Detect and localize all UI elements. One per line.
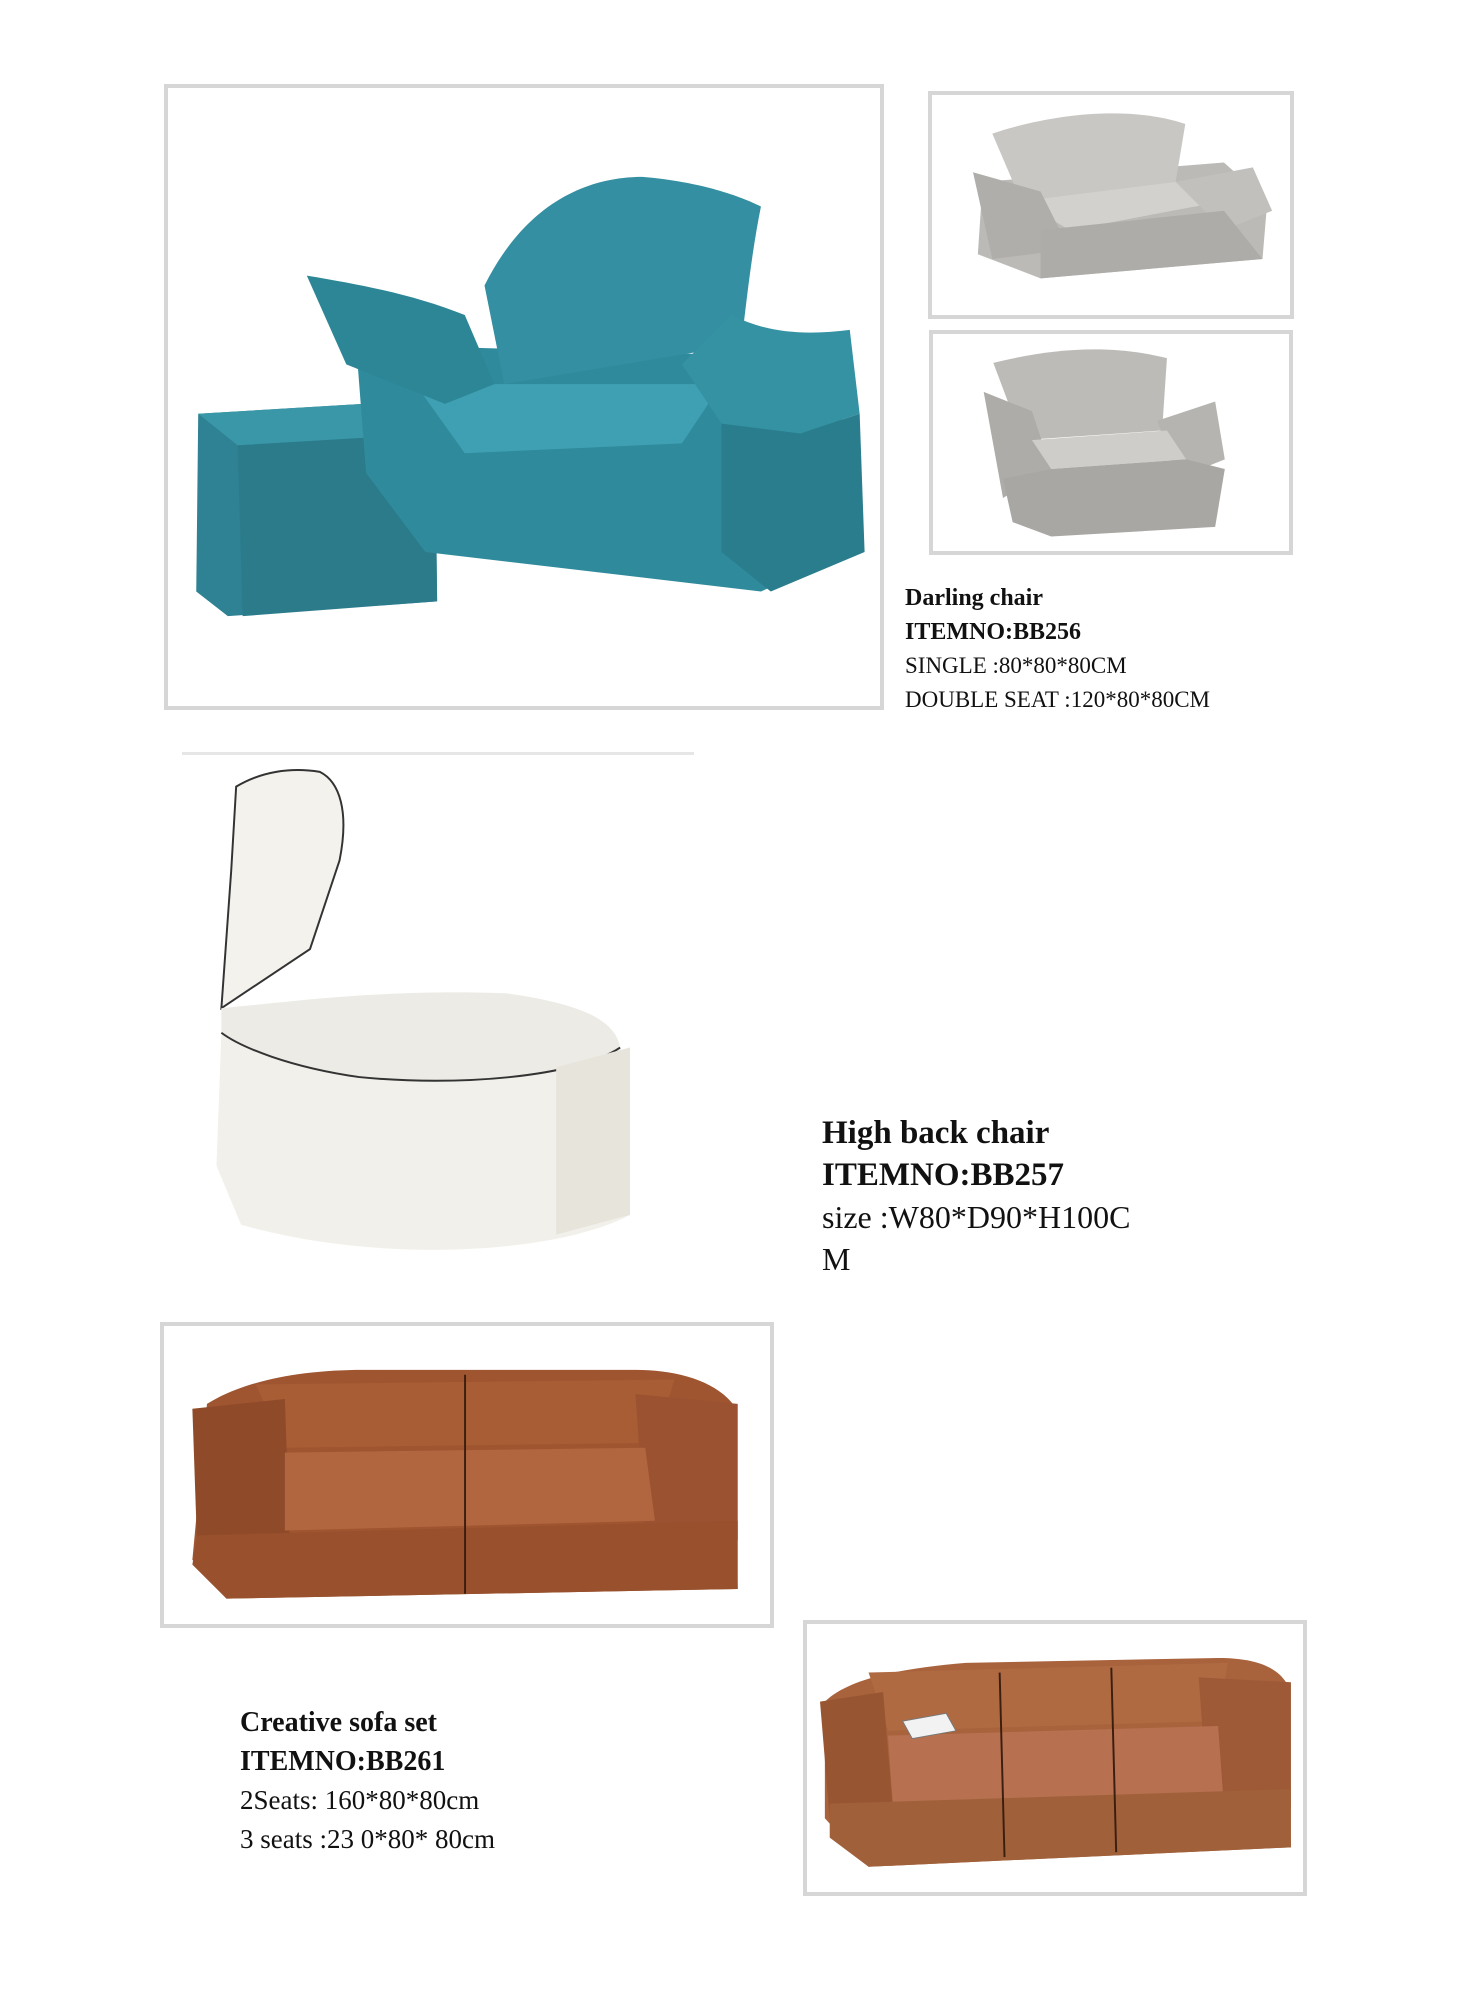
brown-two-seat-sofa-illustration xyxy=(164,1326,770,1624)
spec-line: 2Seats: 160*80*80cm xyxy=(240,1785,480,1815)
darling-chair-gray-double-photo xyxy=(928,91,1294,319)
high-back-chair-info xyxy=(822,1112,1130,1280)
gray-double-chair-illustration xyxy=(932,95,1290,315)
creative-sofa-set-info xyxy=(240,1703,495,1859)
product-name: Creative sofa set xyxy=(240,1707,437,1738)
product-name: Darling chair xyxy=(905,585,1043,611)
divider xyxy=(182,752,698,755)
spec-line: DOUBLE SEAT :120*80*80CM xyxy=(905,687,1210,712)
high-back-chair-photo xyxy=(178,748,698,1288)
darling-chair-info xyxy=(905,581,1210,717)
spec-line: SINGLE :80*80*80CM xyxy=(905,653,1127,678)
darling-chair-gray-single-photo xyxy=(929,330,1293,555)
blue-bean-chair-illustration xyxy=(168,88,880,706)
item-number: ITEMNO:BB256 xyxy=(905,619,1082,645)
creative-sofa-two-seat-photo xyxy=(160,1322,774,1628)
white-high-back-chair-illustration xyxy=(182,752,694,1284)
creative-sofa-three-seat-photo xyxy=(803,1620,1307,1896)
spec-line: 3 seats :23 0*80* 80cm xyxy=(240,1824,495,1854)
spec-line: M xyxy=(822,1241,851,1277)
darling-chair-blue-photo xyxy=(164,84,884,710)
spec-line: size :W80*D90*H100C xyxy=(822,1199,1131,1235)
gray-single-chair-illustration xyxy=(933,334,1289,551)
product-name: High back chair xyxy=(822,1115,1050,1151)
brown-three-seat-sofa-illustration xyxy=(807,1624,1303,1892)
item-number: ITEMNO:BB261 xyxy=(240,1746,446,1777)
item-number: ITEMNO:BB257 xyxy=(822,1157,1065,1193)
